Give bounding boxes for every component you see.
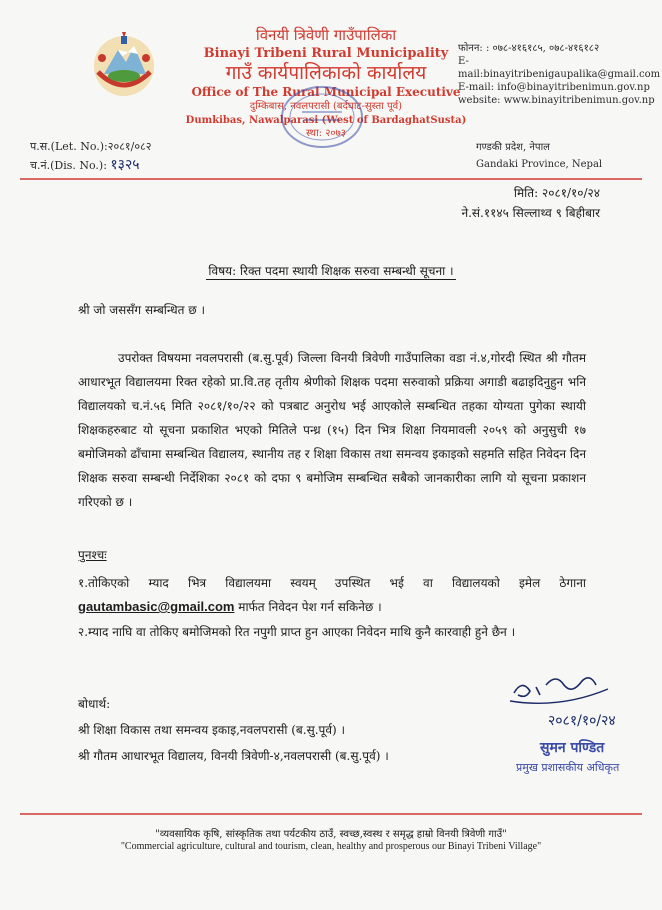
- footer-slogan-np: "व्यवसायिक कृषि, सांस्कृतिक तथा पर्यटकीय ठाउँ, स्वच्छ,स्वस्थ र समृद्ध हाम्रो विनयी त्रिवेणी गाउँ": [155, 829, 507, 840]
- header-divider: [20, 178, 642, 180]
- address-en: Dumkibas, Nawalparasi (West of BardaghatSusta): [185, 115, 467, 126]
- letter-number-value: २०८१/०८२: [107, 140, 152, 153]
- signatory-title: प्रमुख प्रशासकीय अधिकृत: [516, 761, 620, 774]
- subject-text: विषय: रिक्त पदमा स्थायी शिक्षक सरुवा सम्बन्धी सूचना ।: [208, 264, 454, 278]
- dispatch-number: [30, 156, 152, 175]
- province-np: गण्डकी प्रदेश, नेपाल: [476, 142, 550, 153]
- province-info: [476, 139, 602, 173]
- cc-title: बोधार्थ:: [78, 697, 111, 711]
- date-nepal-sambat: ने.सं.११४५ सिल्लाथ्व ९ बिहीबार: [461, 206, 600, 220]
- signature-date: २०८१/१०/२४: [548, 713, 616, 729]
- subject-line: [0, 262, 662, 279]
- cc-list: [78, 717, 389, 769]
- letter-number: [30, 137, 152, 156]
- date-block: [461, 183, 600, 223]
- address-np: दुम्किबास, नवलपरासी (बर्दघाट-सुस्ता पूर्व): [249, 101, 403, 112]
- office-name-np: गाउँ कार्यपालिकाको कार्यालय: [225, 62, 427, 84]
- body-paragraph: उपरोक्त विषयमा नवलपरासी (ब.सु.पूर्व) जिल्ला विनयी त्रिवेणी गाउँपालिका वडा नं.४,गोरदी स्थित श्री गौतम आधारभूत विद्यालयमा रिक्त रहेको प्रा.वि.तह तृतीय श्रेणीको शिक्षक पदमा सरुवाको प्रक्रिया अगाडी बढाइदिनुहुन भनि विद्यालयको च.नं.५६ मिति २०८१/१०/२२ को पत्रबाट अनुरोध भई आएकोले सम्बन्धित तहका योग्यता पुगेका स्थायी शिक्षकहरुबाट यो सूचना प्रकाशित भएको मितिले पन्ध्र (१५) दिन भित्र शिक्षा नियमावली २०५९ को अनुसुची १७ बमोजिमको ढाँचामा सम्बन्धित विद्यालय, स्थानीय तह र शिक्षा विकास तथा समन्वय इकाइको सहमति सहित निवेदन दिन शिक्षक सरुवा सम्बन्धी निर्देशिका २०८१ को दफा ९ बमोजिम सम्बन्धित सबैको जानकारीका लागि यो सूचना प्रकाशन गरिएको छ ।: [78, 351, 586, 509]
- nepal-emblem-logo: [88, 28, 160, 100]
- cc-item: श्री शिक्षा विकास तथा समन्वय इकाइ,नवलपरासी (ब.सु.पूर्व) ।: [78, 723, 346, 737]
- office-name-en: Office of The Rural Municipal Executive: [191, 85, 461, 99]
- established-date: स्था: २०७३: [305, 128, 347, 139]
- salutation: श्री जो जससँग सम्बन्धित छ ।: [78, 303, 206, 317]
- date-bs: मिति: २०८१/१०/२४: [513, 186, 600, 200]
- postscript-title: पुनश्चः: [78, 548, 107, 562]
- phone-numbers: फोनन: : ०७८-४१६१८५, ०७८-४१६१८२: [458, 43, 600, 54]
- email-secondary: E-mail: info@binayitribenimun.gov.np: [458, 82, 650, 93]
- footer-divider: [20, 813, 642, 815]
- cc-item: श्री गौतम आधारभूत विद्यालय, विनयी त्रिवेणी-४,नवलपरासी (ब.सु.पूर्व) ।: [78, 749, 389, 763]
- signatory-name: सुमन पण्डित: [540, 740, 605, 756]
- postscript-item-1: [78, 571, 586, 619]
- school-email-link[interactable]: gautambasic@gmail.com: [78, 599, 235, 614]
- postscript-item-1-tail: मार्फत निवेदन पेश गर्न सकिनेछ ।: [234, 600, 382, 614]
- contact-info: [458, 42, 661, 107]
- postscript-item-2: २.म्याद नाघि वा तोकिए बमोजिमको रित नपुगी प्राप्त हुन आएका निवेदन माथि कुनै कारवाही हुने छैन ।: [78, 625, 516, 639]
- website: website: www.binayitribenimun.gov.np: [458, 95, 655, 106]
- postscript-item-1-text: १.तोकिएको म्याद भित्र विद्यालयमा स्वयम् उपस्थित भई वा विद्यालयको इमेल ठेगाना: [78, 576, 586, 590]
- municipality-name-np: विनयी त्रिवेणी गाउँपालिका: [255, 26, 397, 44]
- footer-slogan-en: "Commercial agriculture, cultural and tourism, clean, healthy and prosperous our Binayi Tribeni Village": [120, 841, 542, 852]
- email-primary: E-mail:binayitribenigaupalika@gmail.com: [458, 56, 661, 80]
- reference-numbers: [30, 137, 152, 175]
- dispatch-number-value: १३२५: [110, 157, 140, 173]
- dispatch-number-label: च.नं.(Dis. No.):: [30, 159, 107, 172]
- office-seal-stamp: [278, 82, 366, 152]
- municipality-name-en: Binayi Tribeni Rural Municipality: [203, 46, 449, 61]
- province-en: Gandaki Province, Nepal: [476, 159, 603, 170]
- letter-number-label: प.स.(Let. No.):: [30, 140, 108, 153]
